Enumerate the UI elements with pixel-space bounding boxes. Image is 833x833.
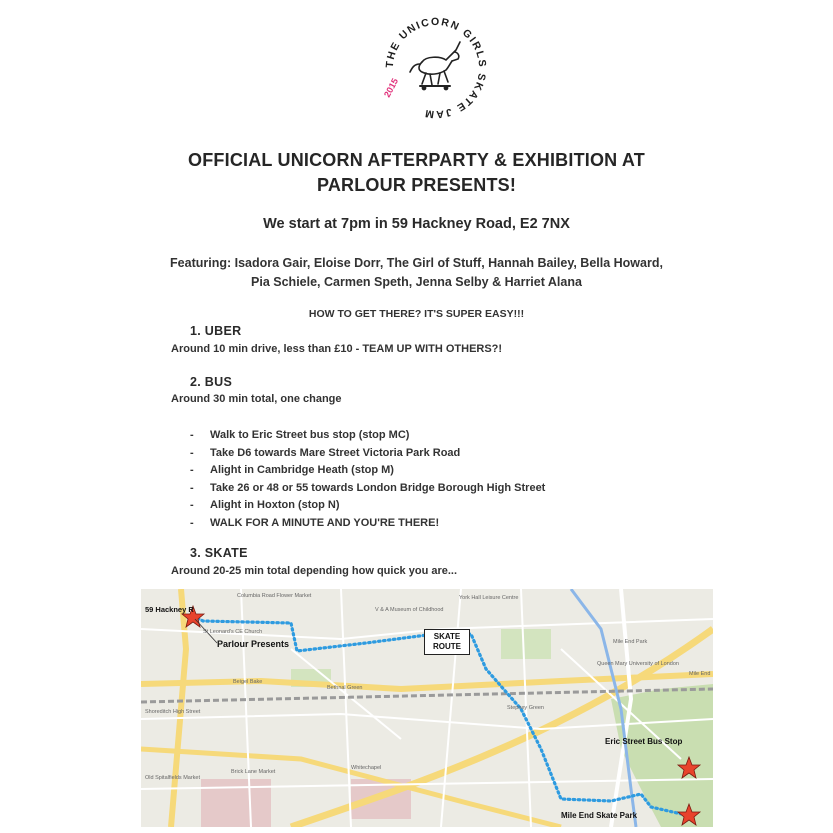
title-line-1: OFFICIAL UNICORN AFTERPARTY & EXHIBITION AT (188, 150, 645, 170)
list-item: - Alight in Hoxton (stop N) (190, 499, 340, 512)
map-street-label: Columbia Road Flower Market (237, 593, 312, 599)
map-label-mile-end-skate-park: Mile End Skate Park (561, 811, 638, 820)
featuring-line-2: Pia Schiele, Carmen Speth, Jenna Selby & Harriet Alana (251, 275, 582, 289)
start-time-location: We start at 7pm in 59 Hackney Road, E2 7NX (263, 216, 570, 232)
map-street-label: Queen Mary University of London (597, 661, 679, 667)
map-street-label: Stepney Green (507, 705, 544, 711)
bus-steps-list (190, 427, 545, 533)
section-bus-heading: 2. BUS (190, 375, 233, 389)
map-street-label: Mile End Park (613, 639, 648, 645)
map-street-label: Old Spitalfields Market (145, 775, 201, 781)
list-item: - Alight in Cambridge Heath (stop M) (190, 464, 394, 477)
map-street-label: York Hall Leisure Centre (459, 595, 519, 601)
title-line-2: PARLOUR PRESENTS! (316, 175, 517, 195)
page-title (0, 148, 833, 198)
svg-text:THE UNICORN GIRLS SKATE JAM (381, 15, 489, 121)
map-street-label: St Leonard's CE Church (203, 629, 263, 635)
section-skate-text: Around 20-25 min total depending how quick you are... (171, 565, 458, 577)
park-area (501, 629, 551, 659)
map-graphic (141, 589, 713, 827)
map-label-59-hackney: 59 Hackney R (145, 605, 194, 614)
featuring-artists (0, 254, 833, 292)
map-street-label: Mile End (689, 671, 711, 677)
section-bus-text: Around 30 min total, one change (171, 393, 342, 405)
map-street-label: Whitechapel (351, 765, 382, 771)
map-label-eric-street: Eric Street Bus Stop (605, 737, 683, 746)
list-item: - Take 26 or 48 or 55 towards London Bridge Borough High Street (190, 481, 546, 494)
section-uber-heading: 1. UBER (190, 324, 242, 338)
map-street-label: Bethnal Green (327, 685, 363, 691)
section-skate-heading: 3. SKATE (190, 546, 248, 560)
map-label-parlour-presents: Parlour Presents (217, 639, 290, 649)
logo-ring-text: THE UNICORN GIRLS SKATE JAM (383, 15, 489, 121)
featuring-line-1: Featuring: Isadora Gair, Eloise Dorr, The Girl of Stuff, Hannah Bailey, Bella Howard, (170, 256, 663, 270)
how-to-get-there-heading: HOW TO GET THERE? IT'S SUPER EASY!!! (308, 308, 525, 320)
skate-route-map (141, 589, 713, 827)
section-uber-text: Around 10 min drive, less than £10 - TEAM UP WITH OTHERS?! (171, 343, 503, 355)
skate-route-label: SKATE ROUTE (424, 629, 470, 655)
list-item: - Take D6 towards Mare Street Victoria Park Road (190, 446, 461, 459)
list-item: - WALK FOR A MINUTE AND YOU'RE THERE! (190, 516, 440, 529)
unicorn-skate-jam-logo (374, 6, 498, 130)
map-street-label: V & A Museum of Childhood (375, 607, 444, 613)
map-street-label: Shoreditch High Street (145, 709, 201, 715)
map-street-label: Brick Lane Market (231, 769, 276, 775)
list-item: - Walk to Eric Street bus stop (stop MC) (190, 429, 410, 441)
main-road (171, 589, 186, 827)
map-street-label: Beigel Bake (233, 679, 263, 685)
logo-year: 2015 (381, 76, 401, 99)
unicorn-icon (410, 42, 460, 90)
